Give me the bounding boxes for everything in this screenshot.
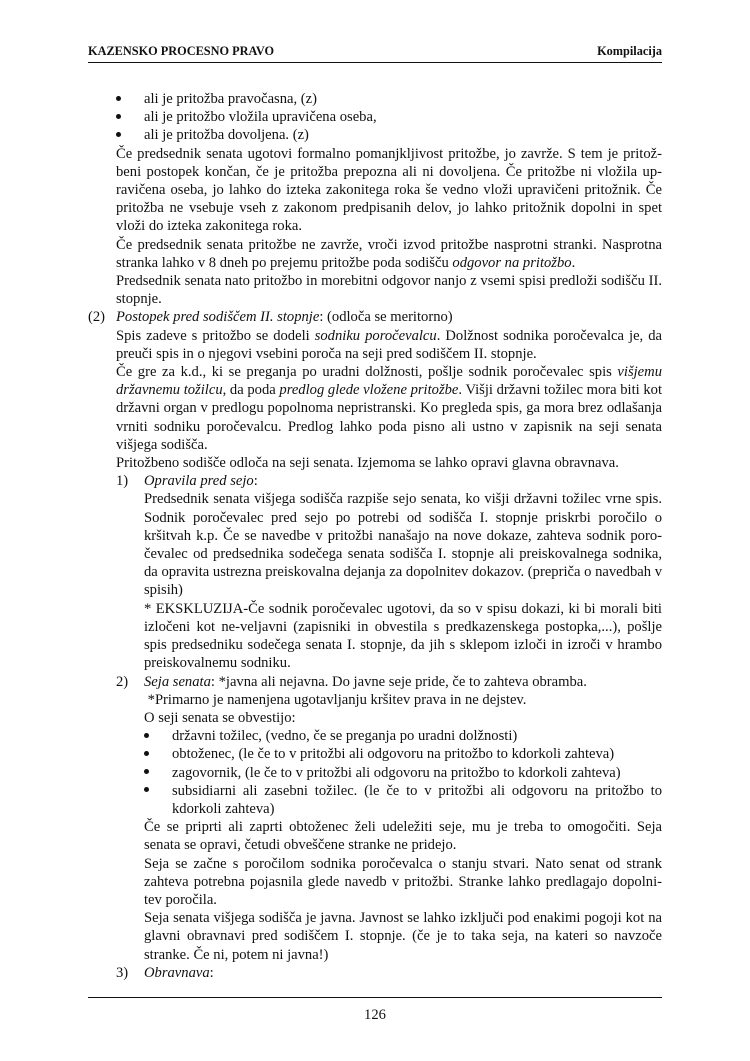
list-item: ali je pritožbo vložila upravičena oseba, [88,108,662,126]
paragraph: Če gre za k.d., ki se preganja po uradni dolžnosti, pošlje sodnik poročevalec spis višjemu državnemu tožilcu, da poda predlog glede vložene pritožbe. Višji državni tožilec mora biti kot državni organ v predlogu popolnoma nepristranski. Ko pregleda spis, ga mora brez odlašanja vrniti sodniku poročevalcu. Predlog lahko poda pisno ali ustno v zapisnik na seji senata višjega sodišča. [116,364,662,453]
list-item: ali je pritožba pravočasna, (z) [88,90,662,108]
subsection-heading: 3) Obravnava: [88,964,662,982]
list-item: obtoženec, (le če to v pritožbi ali odgovoru na pritožbo to kdorkoli zahteva) [88,745,662,763]
header-label: Kompilacija [597,44,662,58]
paragraph: Če predsednik senata ugotovi formalno pomanjkljivost pritožbe, jo zavrže. S tem je pritož-beni postopek končan, če je pritožba prepozna ali ni dovoljena. Če pritožbe ni vložila up-ravičena oseba, jo lahko do izteka zakonitega roka še vedno vloži upravičeni pritožnik. Če pritožba ne vsebuje vseh z zakonom predpisanih delov, jo lahko pritožnik dopolni in spet vloži do izteka zakonitega roka. [116,145,662,235]
header-title: KAZENSKO PROCESNO PRAVO [88,44,275,58]
running-header [88,44,662,63]
paragraph: O seji senata se obvestijo: [144,709,296,726]
paragraph: Seja se začne s poročilom sodnika poročevalca o stanju stvari. Nato senat od strank zahteva potrebna pojasnila glede navedb v pritožbi. Stranke lahko predlagajo dopolni-tev poročila. [144,855,662,908]
subsection-number: 2) [116,673,129,690]
subsection-number: 1) [116,473,129,490]
list-item: državni tožilec, (vedno, če se preganja po uradni dolžnosti) [88,727,662,745]
bullet-icon [88,727,172,745]
paragraph: Spis zadeve s pritožbo se dodeli sodniku poročevalcu. Dolžnost sodnika poročevalca je, da preuči spis in o njegovi vsebini poroča na seji pred sodiščem II. stopnje. [116,327,662,362]
bullet-icon [88,108,144,126]
bullet-icon [88,745,172,763]
list-item: zagovornik, (le če to v pritožbi ali odgovoru na pritožbo to kdorkoli zahteva) [88,764,662,782]
list-item: ali je pritožba dovoljena. (z) [88,126,662,144]
paragraph: * EKSKLUZIJA-Če sodnik poročevalec ugotovi, da so v spisu dokazi, ki bi morali biti izločeni kot ne-veljavni (zapisniki in obvestila s predkazenskega postopka,...), pošlje spis predsedniku sodečega senata I. stopnje, da jih s sklepom izloči in izroči v hrambo preiskovalnemu sodniku. [144,600,662,672]
bullet-icon [88,126,144,144]
subsection-heading: 2) Seja senata: *javna ali nejavna. Do javne seje pride, če to zahteva obramba. [88,673,662,691]
footer-divider [88,997,662,998]
paragraph: Če se priprti ali zaprti obtoženec želi udeležiti seje, mu je treba to omogočiti. Seja senata se opravi, četudi obveščene stranke ne pridejo. [144,819,662,854]
section-heading: (2) Postopek pred sodiščem II. stopnje: (odloča se meritorno) [88,309,453,326]
subsection-number: 3) [116,964,129,981]
page-number: 126 [364,1007,386,1023]
bullet-icon [88,782,172,818]
section-number: (2) [88,309,106,326]
paragraph: Predsednik senata višjega sodišča razpiše sejo senata, ko višji državni tožilec vrne spis. Sodnik poročevalec pred sejo po potrebi od sodišča I. stopnje priskrbi poročilo o kršitvah k.p. Če se navedbe v pritožbi nanašajo na nove dokaze, zahteva sodnik poro-čevalec od predsednika sodečega senata sodišča I. stopnje ali preiskovalnega sodnika, da opravita ustrezna preiskovalna dejanja za dopolnitev dokazov. (prepriča o navedbah v spisih) [144,491,662,599]
paragraph: Pritožbeno sodišče odloča na seji senata. Izjemoma se lahko opravi glavna obravnava. [116,455,619,472]
paragraph: Če predsednik senata pritožbe ne zavrže, vroči izvod pritožbe nasprotni stranki. Nasprotna stranka lahko v 8 dneh po prejemu pritožbe poda sodišču odgovor na pritožbo. [116,236,662,271]
page-body [88,90,662,982]
list-item: subsidiarni ali zasebni tožilec. (le če to v pritožbi ali odgovoru na pritožbo to kdorkoli zahteva) [88,782,662,818]
paragraph: Seja senata višjega sodišča je javna. Javnost se lahko izključi pod enakimi pogoji kot na glavni obravnavi pred sodiščem I. stopnje. (če je to taka seja, na kateri so navzoče stranke. Če ni, potem ni javna!) [144,910,662,963]
note: *Primarno je namenjena ugotavljanju kršitev prava in ne dejstev. [144,691,527,708]
bullet-icon [88,764,172,782]
bullet-icon [88,90,144,108]
subsection-heading: 1) Opravila pred sejo: [88,472,662,490]
paragraph: Predsednik senata nato pritožbo in morebitni odgovor nanjo z vsemi spisi predloži sodišču II. stopnje. [116,273,662,308]
